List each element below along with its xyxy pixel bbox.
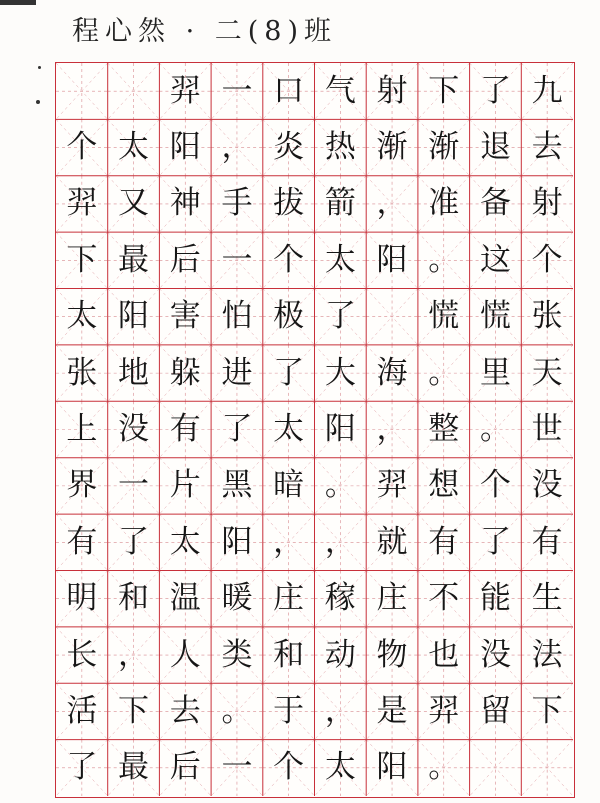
handwritten-character: 上 bbox=[66, 410, 98, 447]
handwritten-character: 口 bbox=[273, 72, 305, 109]
stray-ink-dot bbox=[36, 100, 40, 104]
handwritten-character: 热 bbox=[324, 129, 356, 166]
handwritten-character: 人 bbox=[169, 636, 201, 673]
handwritten-character: 和 bbox=[273, 636, 305, 673]
handwritten-character: 有 bbox=[66, 523, 98, 560]
handwritten-character: 渐 bbox=[376, 129, 408, 166]
handwritten-character: 。 bbox=[428, 354, 460, 391]
handwritten-character: 了 bbox=[221, 410, 253, 447]
handwritten-character: 一 bbox=[221, 749, 253, 786]
handwritten-character: 一 bbox=[118, 467, 150, 504]
handwritten-character: 暗 bbox=[273, 467, 305, 504]
handwritten-character: 太 bbox=[118, 129, 150, 166]
handwritten-character: 海 bbox=[376, 354, 408, 391]
handwritten-character: 极 bbox=[273, 298, 305, 335]
handwritten-character: 界 bbox=[66, 467, 98, 504]
handwritten-character: 了 bbox=[118, 523, 150, 560]
handwritten-character: ， bbox=[376, 185, 408, 222]
corner-ink-mark bbox=[0, 0, 36, 5]
handwritten-character bbox=[366, 289, 418, 345]
handwritten-character bbox=[56, 63, 108, 119]
handwritten-character: 射 bbox=[376, 72, 408, 109]
handwritten-character: 阳 bbox=[118, 298, 150, 335]
handwritten-character: 庄 bbox=[273, 580, 305, 617]
handwritten-character: 能 bbox=[479, 580, 511, 617]
handwritten-character: 准 bbox=[428, 185, 460, 222]
handwritten-character: 。 bbox=[479, 410, 511, 447]
handwritten-character: 不 bbox=[428, 580, 460, 617]
handwritten-character: 想 bbox=[428, 467, 460, 504]
handwritten-character: 和 bbox=[118, 580, 150, 617]
handwritten-character: 后 bbox=[169, 241, 201, 278]
handwritten-character: 后 bbox=[169, 749, 201, 786]
handwritten-character: ， bbox=[324, 523, 356, 560]
handwritten-character: 没 bbox=[118, 410, 150, 447]
handwritten-character: 稼 bbox=[324, 580, 356, 617]
handwritten-character: 有 bbox=[169, 410, 201, 447]
handwritten-character: 阳 bbox=[376, 749, 408, 786]
handwritten-character: 整 bbox=[428, 410, 460, 447]
handwritten-character: 又 bbox=[118, 185, 150, 222]
handwritten-character: 长 bbox=[66, 636, 98, 673]
handwritten-character: 阳 bbox=[221, 523, 253, 560]
handwritten-character: 天 bbox=[531, 354, 563, 391]
handwritten-character: 去 bbox=[169, 692, 201, 729]
handwritten-character: 备 bbox=[479, 185, 511, 222]
handwritten-character: 。 bbox=[428, 241, 460, 278]
handwritten-character: 张 bbox=[66, 354, 98, 391]
handwritten-character: 羿 bbox=[66, 185, 98, 222]
handwritten-character: 个 bbox=[273, 241, 305, 278]
handwritten-character: 阳 bbox=[324, 410, 356, 447]
handwritten-character: 地 bbox=[118, 354, 150, 391]
handwritten-character: 里 bbox=[479, 354, 511, 391]
handwritten-character: 了 bbox=[66, 749, 98, 786]
handwritten-character: 箭 bbox=[324, 185, 356, 222]
handwritten-character: 暖 bbox=[221, 580, 253, 617]
handwritten-character: 了 bbox=[479, 523, 511, 560]
handwritten-character: 退 bbox=[479, 129, 511, 166]
handwritten-character: 张 bbox=[531, 298, 563, 335]
handwritten-character: 。 bbox=[428, 749, 460, 786]
handwritten-character: 太 bbox=[169, 523, 201, 560]
handwritten-character: 阳 bbox=[169, 129, 201, 166]
handwritten-character: ， bbox=[324, 692, 356, 729]
handwritten-character: 慌 bbox=[479, 298, 511, 335]
handwritten-character: 太 bbox=[324, 749, 356, 786]
handwritten-character: 片 bbox=[169, 467, 201, 504]
handwritten-character: ， bbox=[118, 636, 150, 673]
handwritten-character: 气 bbox=[324, 72, 356, 109]
handwritten-character: 个 bbox=[531, 241, 563, 278]
handwritten-character: 个 bbox=[66, 129, 98, 166]
handwritten-character: 羿 bbox=[169, 72, 201, 109]
handwritten-character: 太 bbox=[324, 241, 356, 278]
handwritten-character bbox=[108, 63, 160, 119]
handwritten-character: ， bbox=[376, 410, 408, 447]
handwritten-character: 炎 bbox=[273, 129, 305, 166]
handwritten-character: ， bbox=[273, 523, 305, 560]
handwritten-character: 温 bbox=[169, 580, 201, 617]
stray-ink-dot bbox=[38, 66, 41, 69]
handwritten-character: 这 bbox=[479, 241, 511, 278]
handwritten-character: 庄 bbox=[376, 580, 408, 617]
handwritten-character: 个 bbox=[479, 467, 511, 504]
handwritten-character: 。 bbox=[324, 467, 356, 504]
handwritten-character: 一 bbox=[221, 241, 253, 278]
handwritten-character bbox=[521, 740, 573, 796]
handwritten-character: 明 bbox=[66, 580, 98, 617]
handwritten-character: 怕 bbox=[221, 298, 253, 335]
character-cells bbox=[56, 63, 574, 797]
handwritten-character: 生 bbox=[531, 580, 563, 617]
handwritten-character: 慌 bbox=[428, 298, 460, 335]
handwritten-character: 九 bbox=[531, 72, 563, 109]
handwritten-character: 类 bbox=[221, 636, 253, 673]
handwritten-character: 射 bbox=[531, 185, 563, 222]
handwritten-character: 是 bbox=[376, 692, 408, 729]
handwritten-character: 下 bbox=[531, 692, 563, 729]
handwritten-character: 最 bbox=[118, 749, 150, 786]
handwritten-character: 黑 bbox=[221, 467, 253, 504]
handwritten-character: 有 bbox=[428, 523, 460, 560]
handwritten-character: 下 bbox=[118, 692, 150, 729]
student-header bbox=[72, 8, 337, 48]
handwritten-character: 太 bbox=[66, 298, 98, 335]
handwritten-character: 阳 bbox=[376, 241, 408, 278]
handwritten-character: 最 bbox=[118, 241, 150, 278]
handwritten-character: 太 bbox=[273, 410, 305, 447]
handwritten-character: 活 bbox=[66, 692, 98, 729]
handwritten-character: 没 bbox=[479, 636, 511, 673]
handwritten-character: 了 bbox=[479, 72, 511, 109]
handwritten-character: 物 bbox=[376, 636, 408, 673]
handwritten-character: ， bbox=[221, 129, 253, 166]
handwritten-character: 进 bbox=[221, 354, 253, 391]
handwritten-character: 也 bbox=[428, 636, 460, 673]
mizige-writing-sheet bbox=[55, 62, 575, 798]
handwritten-character: 去 bbox=[531, 129, 563, 166]
handwritten-character: 渐 bbox=[428, 129, 460, 166]
handwritten-character bbox=[470, 740, 522, 796]
handwritten-character: 。 bbox=[221, 692, 253, 729]
handwritten-character: 留 bbox=[479, 692, 511, 729]
handwritten-character: 有 bbox=[531, 523, 563, 560]
handwritten-character: 拔 bbox=[273, 185, 305, 222]
handwritten-character: 害 bbox=[169, 298, 201, 335]
handwritten-character: 了 bbox=[324, 298, 356, 335]
handwritten-character: 躲 bbox=[169, 354, 201, 391]
handwritten-character: 动 bbox=[324, 636, 356, 673]
handwritten-character: 就 bbox=[376, 523, 408, 560]
handwritten-character: 世 bbox=[531, 410, 563, 447]
handwritten-character: 羿 bbox=[376, 467, 408, 504]
student-name-class: 程心然 · 二(8)班 bbox=[72, 15, 337, 47]
handwritten-character: 羿 bbox=[428, 692, 460, 729]
handwritten-character: 神 bbox=[169, 185, 201, 222]
handwritten-character: 一 bbox=[221, 72, 253, 109]
handwritten-character: 大 bbox=[324, 354, 356, 391]
handwritten-character: 下 bbox=[428, 72, 460, 109]
handwritten-character: 法 bbox=[531, 636, 563, 673]
handwritten-character: 手 bbox=[221, 185, 253, 222]
handwritten-character: 没 bbox=[531, 467, 563, 504]
handwritten-character: 于 bbox=[273, 692, 305, 729]
handwritten-character: 下 bbox=[66, 241, 98, 278]
handwritten-character: 了 bbox=[273, 354, 305, 391]
handwritten-character: 个 bbox=[273, 749, 305, 786]
